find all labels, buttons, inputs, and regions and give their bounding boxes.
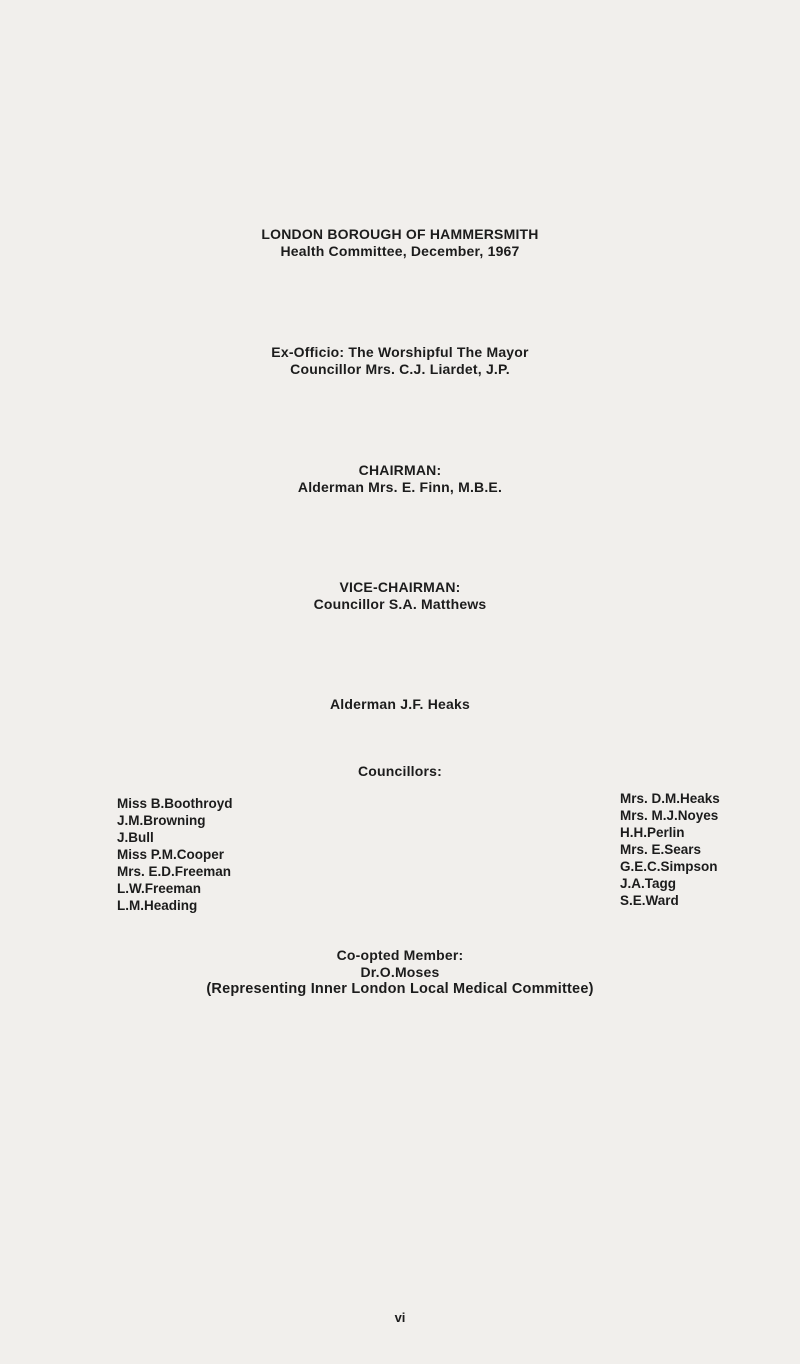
councillor-name: J.M.Browning xyxy=(117,813,206,828)
councillor-name: L.W.Freeman xyxy=(117,881,202,896)
ex-officio-line-1: Ex-Officio: The Worshipful The Mayor xyxy=(271,344,529,360)
councillor-name: J.A.Tagg xyxy=(620,876,677,891)
councillor-name: G.E.C.Simpson xyxy=(620,859,718,874)
chairman-label: CHAIRMAN: xyxy=(358,462,442,478)
vice-chairman-name: Councillor S.A. Matthews xyxy=(313,596,487,612)
co-opted-note: (Representing Inner London Local Medical Committee) xyxy=(206,981,594,997)
chairman-name: Alderman Mrs. E. Finn, M.B.E. xyxy=(297,479,503,495)
alderman-name: Alderman J.F. Heaks xyxy=(330,696,470,712)
councillor-name: J.Bull xyxy=(117,830,154,845)
co-opted-label: Co-opted Member: xyxy=(336,947,464,963)
councillor-name: S.E.Ward xyxy=(620,893,679,908)
ex-officio-line-2: Councillor Mrs. C.J. Liardet, J.P. xyxy=(290,361,510,377)
councillor-name: Mrs. E.D.Freeman xyxy=(117,864,232,879)
councillor-name: L.M.Heading xyxy=(117,898,198,913)
councillor-name: Mrs. M.J.Noyes xyxy=(620,808,719,823)
councillors-left-list xyxy=(117,795,233,914)
councillors-right-list xyxy=(620,790,720,909)
councillors-label: Councillors: xyxy=(357,763,443,779)
page-number: vi xyxy=(394,1310,406,1325)
vice-chairman-label: VICE-CHAIRMAN: xyxy=(339,579,461,595)
councillor-name: Mrs. D.M.Heaks xyxy=(620,791,720,806)
co-opted-name: Dr.O.Moses xyxy=(360,964,440,980)
councillor-name: Miss P.M.Cooper xyxy=(117,847,225,862)
councillor-name: Mrs. E.Sears xyxy=(620,842,702,857)
councillor-name: Miss B.Boothroyd xyxy=(117,796,233,811)
document-subtitle: Health Committee, December, 1967 xyxy=(280,243,520,259)
councillor-name: H.H.Perlin xyxy=(620,825,685,840)
document-title: LONDON BOROUGH OF HAMMERSMITH xyxy=(261,226,539,242)
